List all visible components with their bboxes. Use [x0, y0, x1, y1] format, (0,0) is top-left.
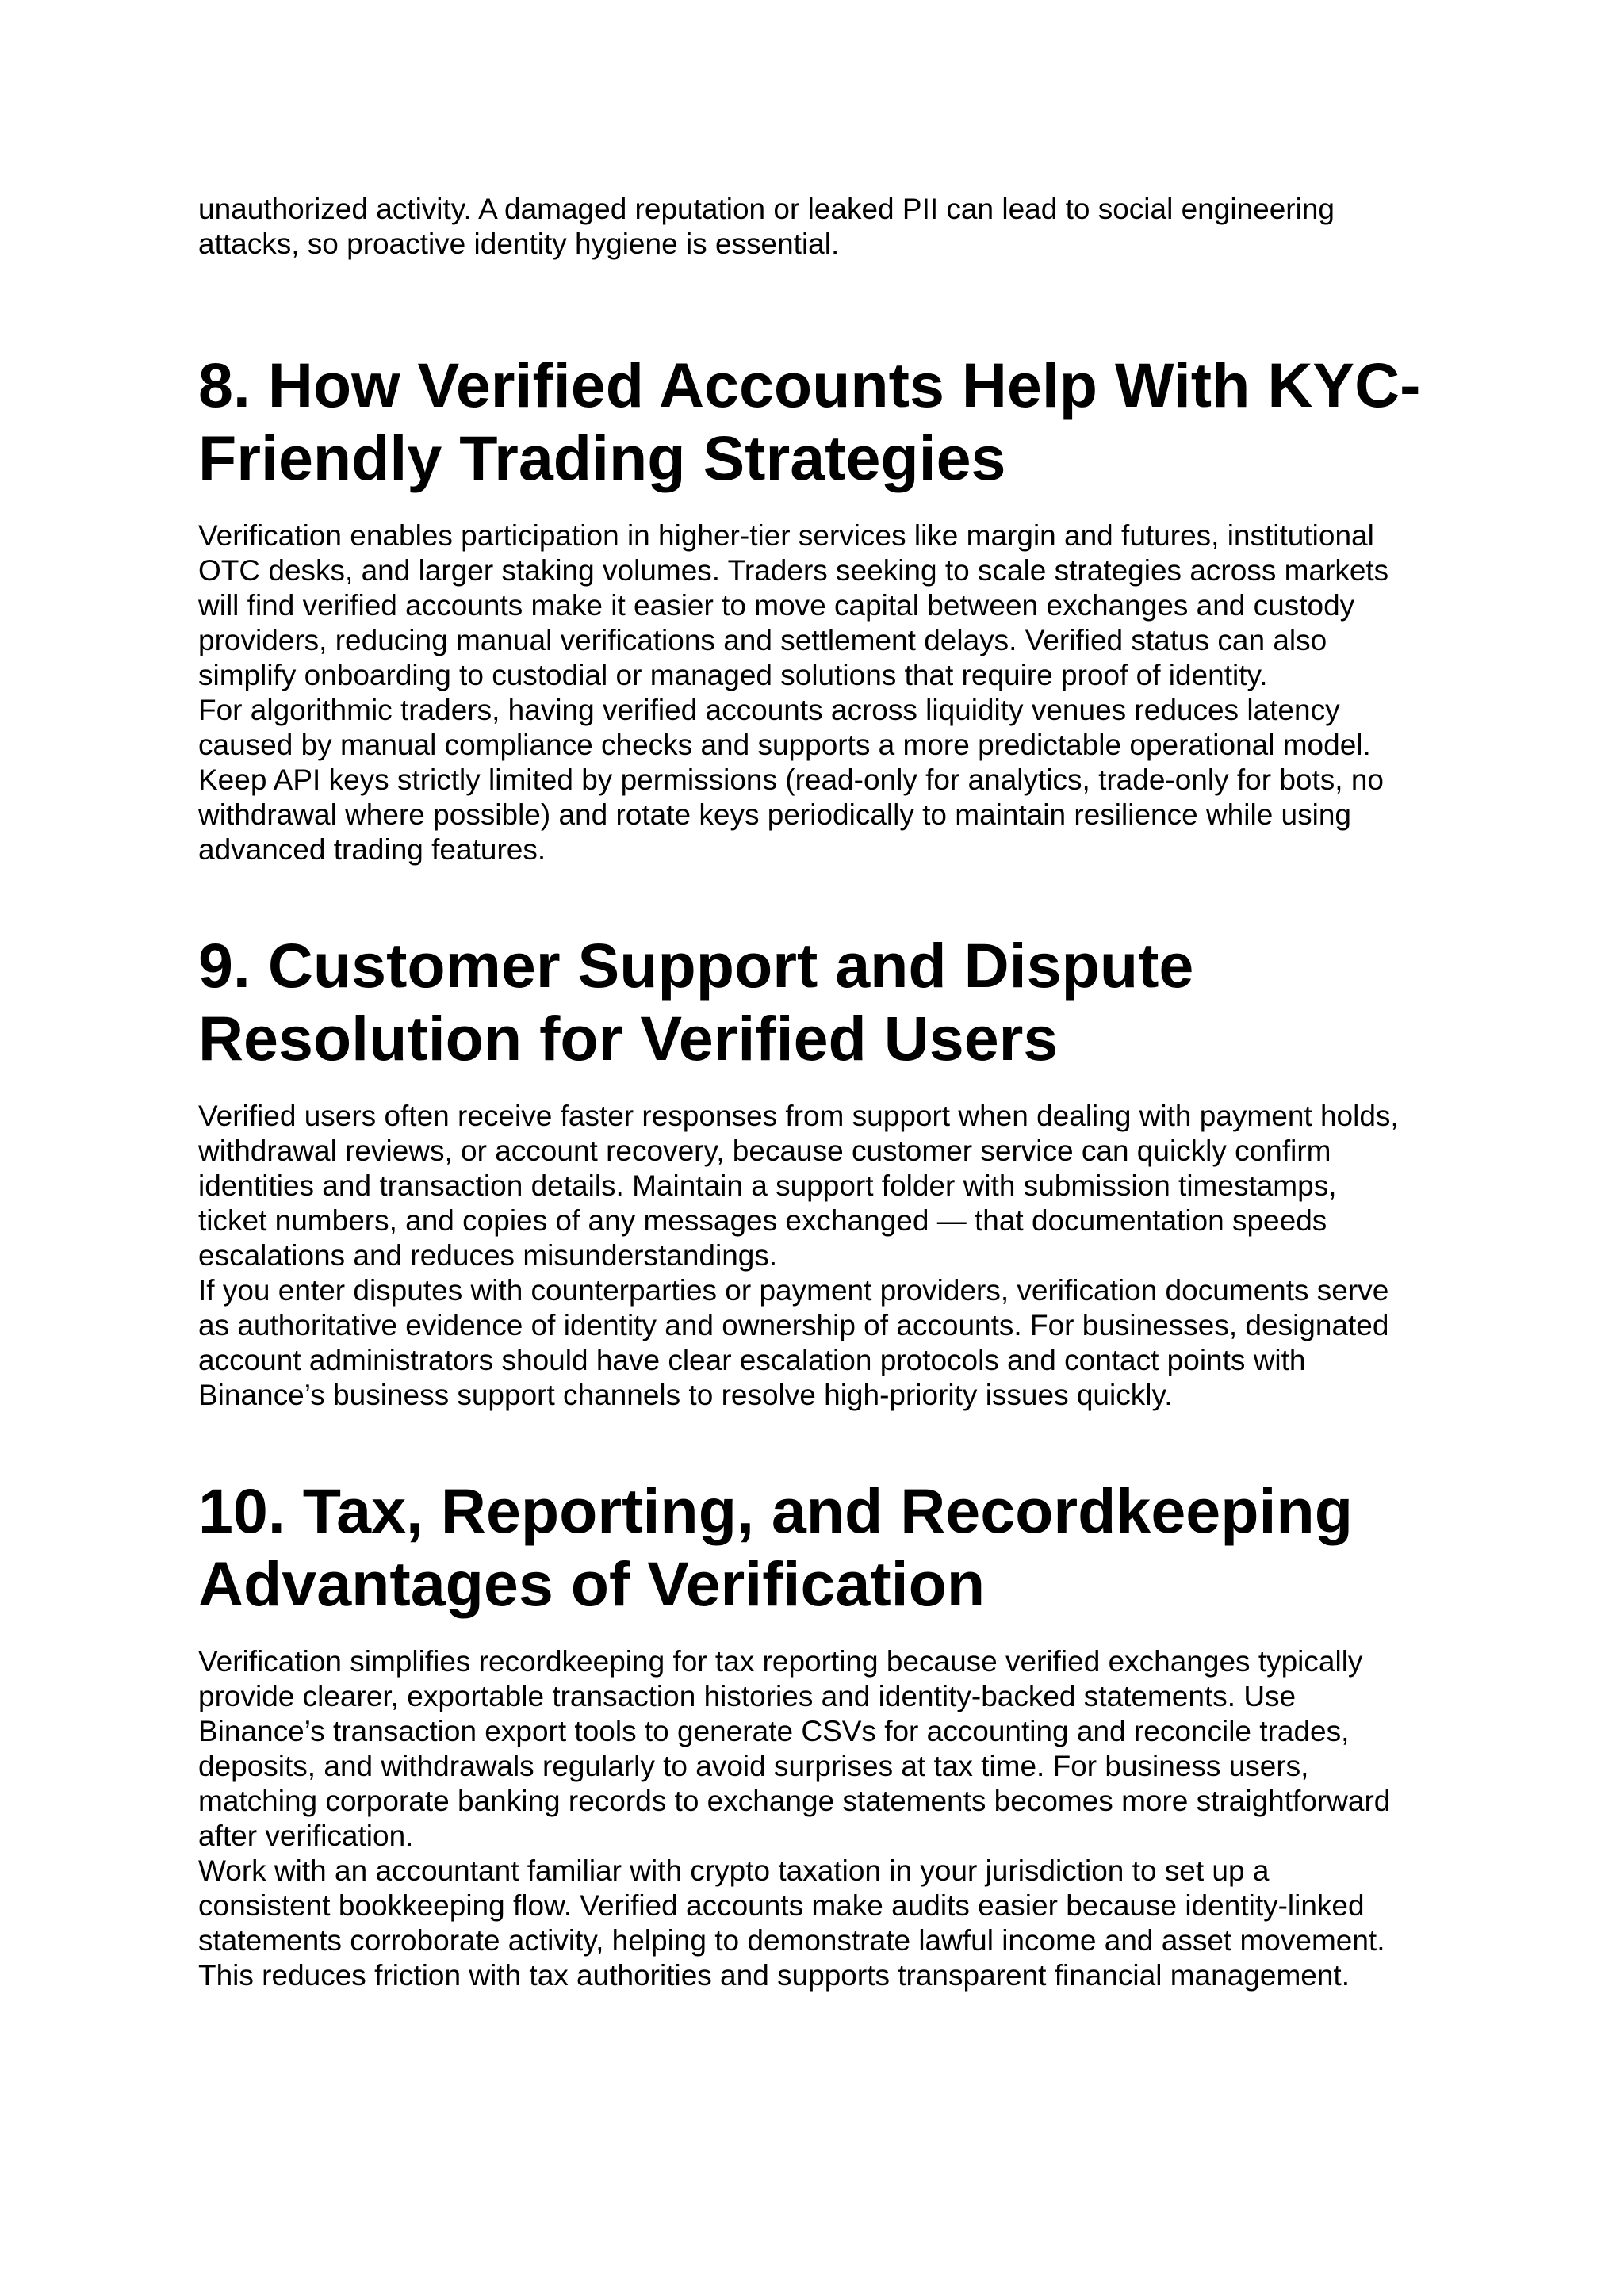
- text-line: providers, reducing manual verifications and settlement delays. Verified status can also: [198, 624, 1327, 656]
- text-line: advanced trading features.: [198, 833, 546, 866]
- text-line: withdrawal reviews, or account recovery, because customer service can quickly confirm: [198, 1135, 1331, 1167]
- section-8-heading: [198, 349, 1435, 495]
- section-10-heading: [198, 1475, 1435, 1621]
- text-line: For algorithmic traders, having verified accounts across liquidity venues reduces latency: [198, 694, 1340, 726]
- text-line: after verification.: [198, 1820, 414, 1852]
- text-line: Verified users often receive faster responses from support when dealing with payment holds,: [198, 1100, 1399, 1132]
- heading-line: 8. How Verified Accounts Help With KYC-: [198, 350, 1421, 420]
- text-line: identities and transaction details. Maintain a support folder with submission timestamps,: [198, 1169, 1337, 1202]
- text-line: withdrawal where possible) and rotate keys periodically to maintain resilience while using: [198, 798, 1352, 831]
- text-line: This reduces friction with tax authorities and supports transparent financial management.: [198, 1959, 1350, 1992]
- text-line: OTC desks, and larger staking volumes. Traders seeking to scale strategies across markets: [198, 554, 1389, 587]
- text-line: will find verified accounts make it easier to move capital between exchanges and custody: [198, 589, 1355, 622]
- text-line: matching corporate banking records to exchange statements becomes more straightforward: [198, 1785, 1391, 1817]
- text-line: consistent bookkeeping flow. Verified accounts make audits easier because identity-linked: [198, 1889, 1365, 1922]
- text-line: Work with an accountant familiar with crypto taxation in your jurisdiction to set up a: [198, 1854, 1270, 1887]
- text-line: ticket numbers, and copies of any messages exchanged — that documentation speeds: [198, 1204, 1327, 1237]
- text-line: provide clearer, exportable transaction histories and identity-backed statements. Use: [198, 1680, 1297, 1712]
- heading-line: Friendly Trading Strategies: [198, 423, 1006, 493]
- text-line: simplify onboarding to custodial or managed solutions that require proof of identity.: [198, 659, 1268, 691]
- document-page: [198, 192, 1435, 1993]
- text-line: statements corroborate activity, helping to demonstrate lawful income and asset movement.: [198, 1924, 1385, 1957]
- heading-line: 10. Tax, Reporting, and Recordkeeping: [198, 1475, 1353, 1546]
- text-line: Binance’s transaction export tools to generate CSVs for accounting and reconcile trades,: [198, 1715, 1350, 1747]
- text-line: caused by manual compliance checks and supports a more predictable operational model.: [198, 729, 1371, 761]
- text-line: If you enter disputes with counterparties or payment providers, verification documents serve: [198, 1274, 1389, 1307]
- text-line: account administrators should have clear escalation protocols and contact points with: [198, 1344, 1306, 1376]
- intro-paragraph: [198, 192, 1435, 262]
- heading-line: 9. Customer Support and Dispute: [198, 930, 1194, 1001]
- text-line: attacks, so proactive identity hygiene is essential.: [198, 228, 840, 260]
- section-9-body: [198, 1099, 1435, 1413]
- section-9-heading: [198, 929, 1435, 1075]
- heading-line: Advantages of Verification: [198, 1548, 986, 1619]
- section-10-body: [198, 1644, 1435, 1993]
- text-line: Keep API keys strictly limited by permissions (read-only for analytics, trade-only for bots, no: [198, 763, 1384, 796]
- text-line: unauthorized activity. A damaged reputation or leaked PII can lead to social engineering: [198, 193, 1335, 225]
- text-line: as authoritative evidence of identity and ownership of accounts. For businesses, designated: [198, 1309, 1389, 1341]
- text-line: Binance’s business support channels to resolve high-priority issues quickly.: [198, 1379, 1173, 1411]
- text-line: escalations and reduces misunderstandings.: [198, 1239, 778, 1272]
- section-8-body: [198, 519, 1435, 867]
- text-line: deposits, and withdrawals regularly to avoid surprises at tax time. For business users,: [198, 1750, 1309, 1782]
- heading-line: Resolution for Verified Users: [198, 1003, 1059, 1073]
- text-line: Verification simplifies recordkeeping for tax reporting because verified exchanges typically: [198, 1645, 1363, 1678]
- text-line: Verification enables participation in higher-tier services like margin and futures, institutional: [198, 519, 1374, 552]
